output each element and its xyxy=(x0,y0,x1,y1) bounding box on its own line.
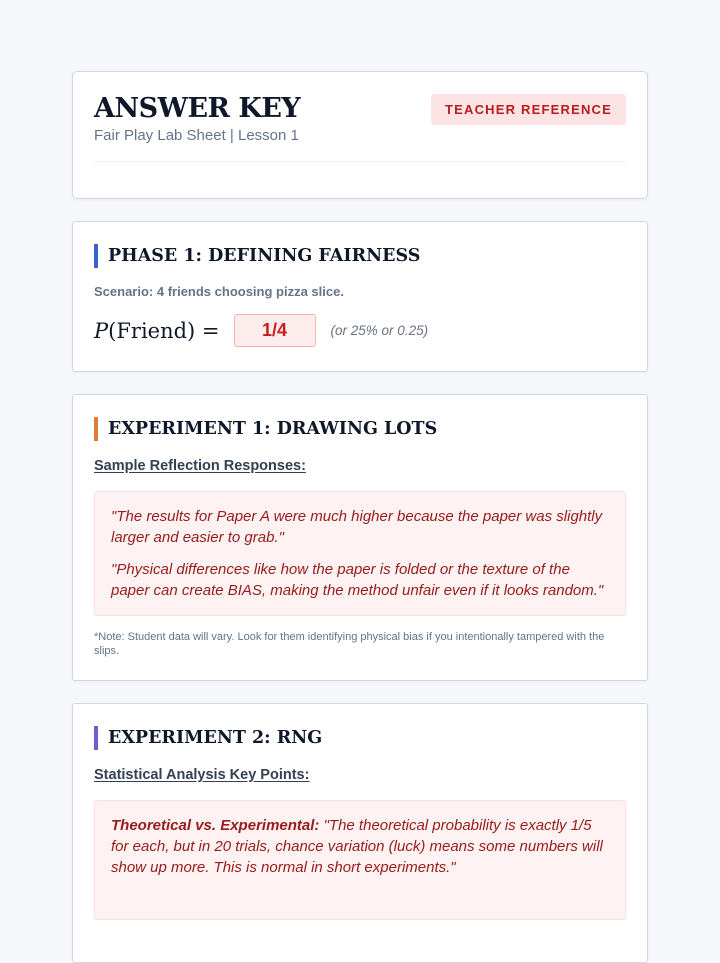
formula-rest: (Friend) = xyxy=(108,318,220,343)
answer-alt-note: (or 25% or 0.25) xyxy=(330,323,429,338)
experiment1-card xyxy=(72,394,648,681)
key-point-label: Theoretical vs. Experimental: xyxy=(111,817,320,834)
key-point-text: "The theoretical probability is exactly 1/5 for each, but in 20 trials, chance variation (luck) means some numbers will show up more. This is normal in short experiments." xyxy=(111,817,603,876)
experiment1-sub-label: Sample Reflection Responses: xyxy=(94,458,306,474)
reflection-response: "The results for Paper A were much higher because the paper was slightly larger and easier to grab." xyxy=(111,508,603,546)
page-title: ANSWER KEY xyxy=(94,93,301,124)
experiment2-sub-label: Statistical Analysis Key Points: xyxy=(94,767,310,783)
key-point xyxy=(111,815,609,878)
probability-formula xyxy=(94,319,220,343)
header-divider xyxy=(94,161,626,162)
experiment1-heading: EXPERIMENT 1: DRAWING LOTS xyxy=(94,417,437,441)
answer-box: 1/4 xyxy=(234,314,316,347)
phase1-card xyxy=(72,221,648,372)
probability-formula-row xyxy=(94,314,428,347)
experiment2-card xyxy=(72,703,648,963)
reflection-responses-box xyxy=(94,491,626,616)
experiment2-heading: EXPERIMENT 2: RNG xyxy=(94,726,322,750)
header-card xyxy=(72,71,648,199)
phase1-scenario: Scenario: 4 friends choosing pizza slice. xyxy=(94,284,344,299)
reflection-response: "Physical differences like how the paper is folded or the texture of the paper can create BIAS, making the method unfair even if it looks random." xyxy=(111,561,604,599)
phase1-heading: PHASE 1: DEFINING FAIRNESS xyxy=(94,244,420,268)
experiment1-note: *Note: Student data will vary. Look for them identifying physical bias if you intentionally tampered with the slips. xyxy=(94,631,605,657)
page-subtitle: Fair Play Lab Sheet | Lesson 1 xyxy=(94,127,299,144)
teacher-reference-badge: TEACHER REFERENCE xyxy=(431,94,626,125)
key-points-box xyxy=(94,800,626,920)
formula-variable: P xyxy=(94,318,109,343)
